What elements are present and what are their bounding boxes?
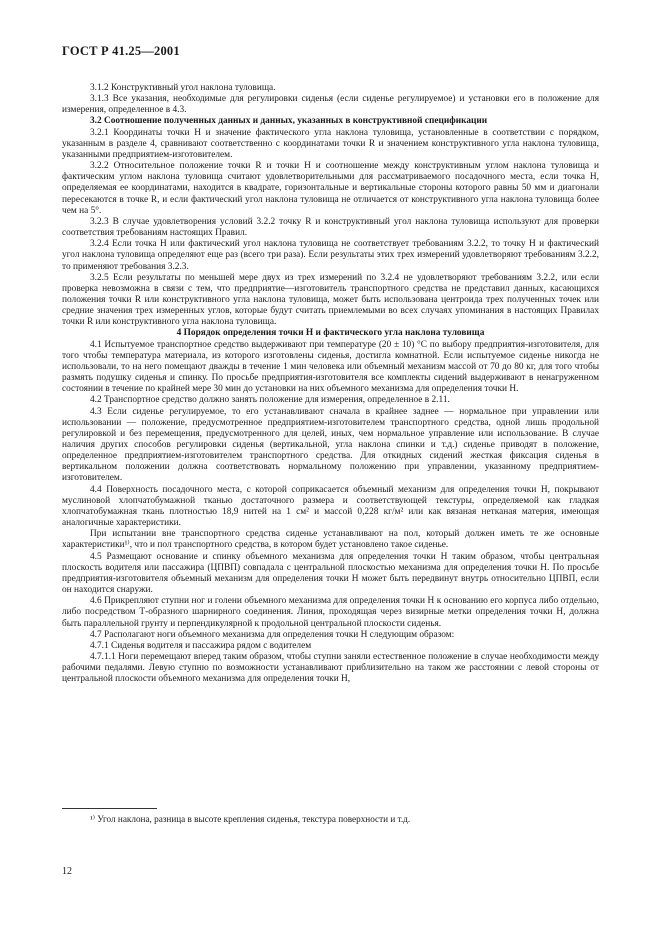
paragraph-3-2-2: 3.2.2 Относительное положение точки R и точки H и соотношение между конструктивным углом наклона туловища и фактическим углом наклона туловища считают удовлетворительными для рассматриваемого посадочного места, если точка H, определяемая ее координатами, находится в квадрате, горизонтальные и вертикальные стороны которого равны 50 мм и диагонали пересекаются в точке R, и если фактический угол наклона туловища не отличается от конструктивного угла наклона туловища более чем на 5°. — [62, 161, 599, 216]
section-heading-4: 4 Порядок определения точки H и фактического угла наклона туловища — [176, 328, 485, 339]
paragraph-4-3: 4.3 Если сиденье регулируемое, то его устанавливают сначала в крайнее заднее — нормальное при управлении или использовании — положение, предусмотренное предприятием-изготовителем транспортного средства, одной лишь продольной регулировкой и без перемещения, предусмотренного для целей, иных, чем нормальное управление или использование. В случае наличия других способов регулировки сиденья (вертикальной, угла наклона спинки и т.д.) сиденье приводят в положение, определенное предприятием-изготовителем транспортного средства. Для откидных сидений жесткая фиксация сиденья в вертикальном положении должна соответствовать нормальному положению при управлении, указанному предприятием-изготовителем. — [62, 406, 599, 484]
document-header: ГОСТ Р 41.25—2001 — [62, 44, 180, 58]
document-body — [62, 83, 599, 685]
paragraph-3-1-3: 3.1.3 Все указания, необходимые для регулировки сиденья (если сиденье регулируемое) и установки его в положение для измерения, определенное в 4.3. — [62, 94, 599, 116]
paragraph-4-2: 4.2 Транспортное средство должно занять положение для измерения, определенное в 2.11. — [90, 395, 450, 406]
footnote-divider — [62, 808, 157, 809]
paragraph-4-4: 4.4 Поверхность посадочного места, с которой соприкасается объемный механизм для определения точки H, покрывают муслиновой хлопчатобумажной тканью достаточного размера и соответствующей текстуры, определяемой как гладкая хлопчатобумажная ткань плотностью 18,9 нитей на 1 см² и массой 0,228 кг/м² или как вязаная нетканая материя, имеющая аналогичные характеристики. — [62, 484, 599, 529]
paragraph-4-4-floor: При испытании вне транспортного средства сиденье устанавливают на пол, который должен иметь те же основные характеристики¹⁾, что и пол транспортного средства, в котором будет установлено такое сиденье. — [62, 529, 599, 551]
paragraph-3-2-5: 3.2.5 Если результаты по меньшей мере двух из трех измерений по 3.2.4 не удовлетворяют требованиям 3.2.2, или если проверка невозможна в связи с тем, что предприятие—изготовитель транспортного средства не представил данных, касающихся положения точки R или конструктивного угла наклона туловища, может быть использована центроида трех полученных точек или средние значения трех измеренных углов, которые будут считать приемлемыми во всех случаях упоминания в настоящих Правилах точки R или конструктивного угла наклона туловища. — [62, 272, 599, 328]
page-number: 12 — [62, 866, 72, 877]
paragraph-4-7-1-1: 4.7.1.1 Ноги перемещают вперед таким образом, чтобы ступни заняли естественное положение в случае необходимости между рабочими педалями. Левую ступню по возможности устанавливают приблизительно на таком же расстоянии с левой стороны от центральной плоскости объемного механизма для определения точки H, — [62, 651, 599, 685]
footnote: ¹⁾ Угол наклона, разница в высоте крепления сиденья, текстура поверхности и т.д. — [90, 814, 411, 824]
section-heading-3-2: 3.2 Соотношение полученных данных и данных, указанных в конструктивной спецификации — [90, 116, 488, 127]
paragraph-3-2-3: 3.2.3 В случае удовлетворения условий 3.2.2 точку R и конструктивный угол наклона туловища используют для проверки соответствия требованиям настоящих Правил. — [62, 216, 599, 239]
paragraph-4-6: 4.6 Прикрепляют ступни ног и голени объемного механизма для определения точки H к основанию его корпуса либо отдельно, либо посредством Т-образного шарнирного соединения. Линия, проходящая через визирные метки определения точки H, должна быть параллельной грунту и перпендикулярной к продольной центральной плоскости сиденья. — [62, 596, 599, 629]
paragraph-3-1-2: 3.1.2 Конструктивный угол наклона туловища. — [90, 83, 276, 93]
paragraph-4-1: 4.1 Испытуемое транспортное средство выдерживают при температуре (20 ± 10) °С по выбору предприятия-изготовителя, для того чтобы температура материала, из которого изготовлены сиденья, достигла комнатной. Если испытуемое сиденье никогда не использовали, то на него помещают дважды в течение 1 мин человека или объемный механизм массой от 70 до 80 кг, для того чтобы размять подушку сиденья и спинку. По просьбе предприятия-изготовителя все комплекты сидений выдерживают в ненагруженном состоянии в течение по крайней мере 30 мин до установки на них объемного механизма для определения точки H. — [62, 339, 599, 395]
paragraph-4-7: 4.7 Располагают ноги объемного механизма для определения точки H следующим образом: — [90, 629, 455, 640]
paragraph-3-2-4: 3.2.4 Если точка H или фактический угол наклона туловища не соответствует требованиям 3.2.2, то точку H и фактический угол наклона туловища определяют еще раз (всего три раза). Если результаты этих трех измерений удовлетворяют требованиям 3.2.2, то применяют требования 3.2.3. — [62, 239, 599, 272]
paragraph-4-5: 4.5 Размещают основание и спинку объемного механизма для определения точки H таким образом, чтобы центральная плоскость водителя или пассажира (ЦПВП) совпадала с центральной плоскостью механизма для определения точки H. По просьбе предприятия-изготовителя объемный механизм для определения точки H может быть передвинут внутрь относительно ЦПВП, если он находится снаружи. — [62, 551, 599, 596]
paragraph-3-2-1: 3.2.1 Координаты точки H и значение фактического угла наклона туловища, установленные в соответствии с порядком, указанным в разделе 4, сравнивают соответственно с координатами точки R и значением конструктивного угла наклона туловища, указанными предприятием-изготовителем. — [62, 127, 599, 160]
paragraph-4-7-1: 4.7.1 Сиденья водителя и пассажира рядом с водителем — [90, 640, 312, 651]
